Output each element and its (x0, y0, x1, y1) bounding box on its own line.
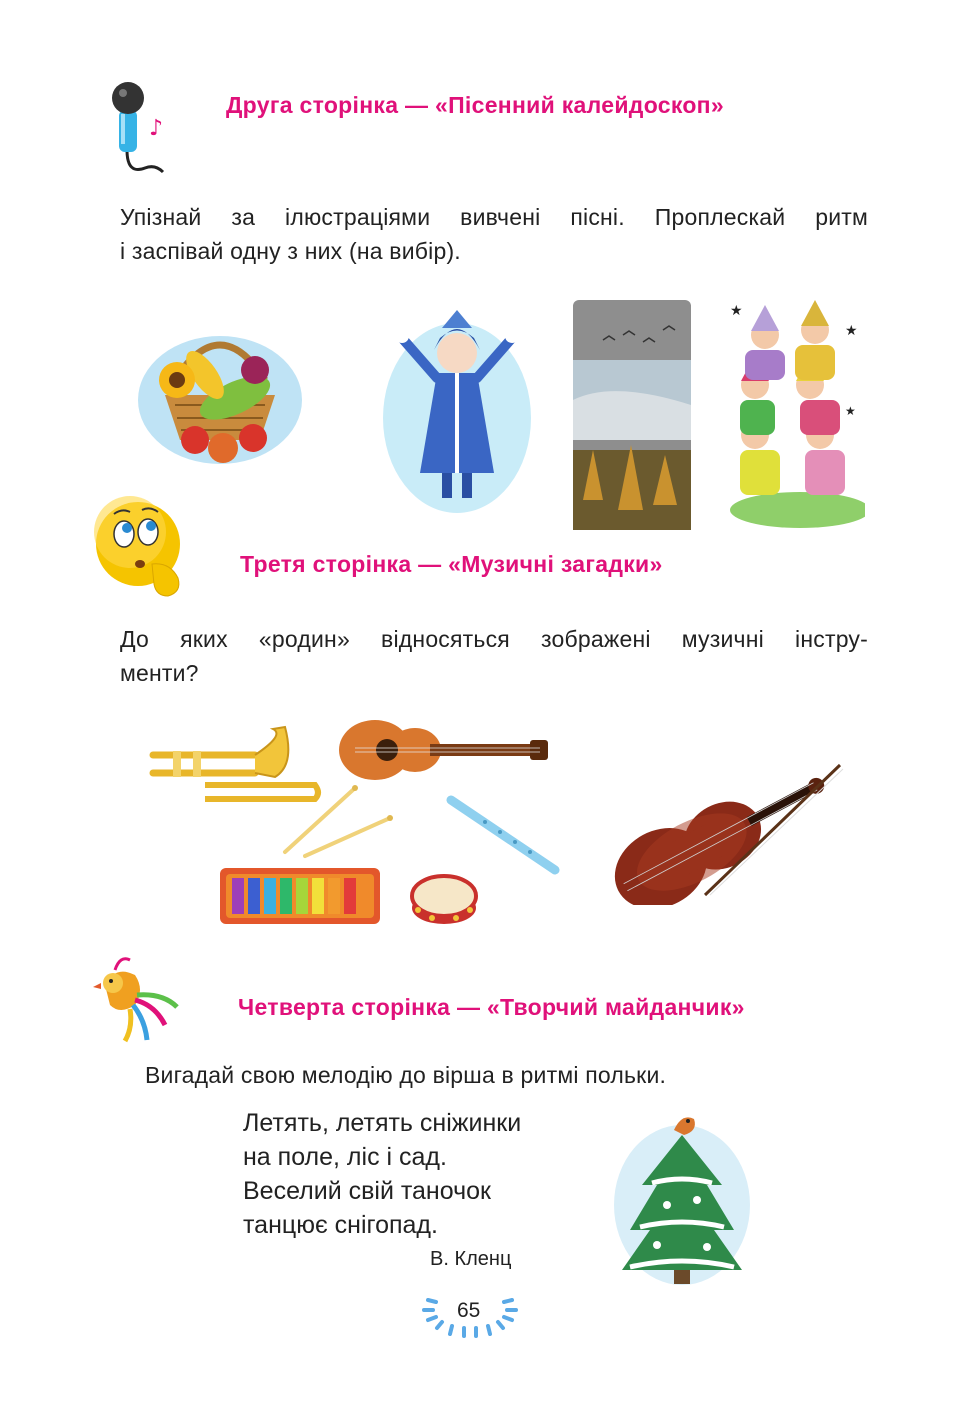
task-line: і заспівай одну з них (на вибір). (120, 238, 461, 264)
poem-author: В. Кленц (430, 1248, 512, 1270)
section-heading-second: Друга сторінка — «Пісенний калейдоскоп» (226, 92, 724, 118)
thinking-smiley-icon (90, 492, 190, 607)
section-task-fourth: Вигадай свою мелодію до вірша в ритмі польки. (145, 1062, 667, 1088)
xylophone-icon (218, 866, 383, 928)
poem-line: Веселий свій таночок (243, 1177, 491, 1205)
poem-line: на поле, ліс і сад. (243, 1143, 447, 1171)
svg-text:★: ★ (845, 322, 858, 338)
microphone-icon (105, 80, 175, 180)
carolers-illustration (725, 295, 865, 530)
tambourine-icon (408, 870, 480, 928)
drumsticks-icon (280, 780, 395, 860)
firebird-icon (85, 945, 185, 1045)
section-heading-third: Третя сторінка — «Музичні загадки» (240, 551, 663, 577)
poem-line: Летять, летять сніжинки (243, 1109, 522, 1137)
flute-icon (445, 792, 565, 877)
section-task-third (120, 622, 868, 690)
guitar-icon (335, 712, 550, 787)
violin-icon (595, 745, 845, 905)
vegetable-basket-illustration (135, 300, 305, 470)
task-line: менти? (120, 660, 199, 686)
svg-text:★: ★ (730, 302, 743, 318)
snow-maiden-illustration (382, 298, 532, 513)
section-heading-fourth: Четверта сторінка — «Творчий майданчик» (238, 994, 745, 1020)
svg-text:★: ★ (845, 404, 856, 418)
task-line: До яких «родин» відносяться зображені музичні інстру- (120, 626, 868, 652)
autumn-birds-illustration (573, 300, 691, 530)
page-number: 65 (457, 1299, 481, 1322)
task-line: Упізнай за ілюстраціями вивчені пісні. Проплескай ритм (120, 204, 868, 230)
poem-line: танцює снігопад. (243, 1211, 438, 1239)
section-task-second (120, 200, 868, 268)
poem (243, 1106, 521, 1242)
svg-text:♪: ♪ (149, 116, 164, 141)
snowy-tree-illustration (612, 1105, 752, 1290)
